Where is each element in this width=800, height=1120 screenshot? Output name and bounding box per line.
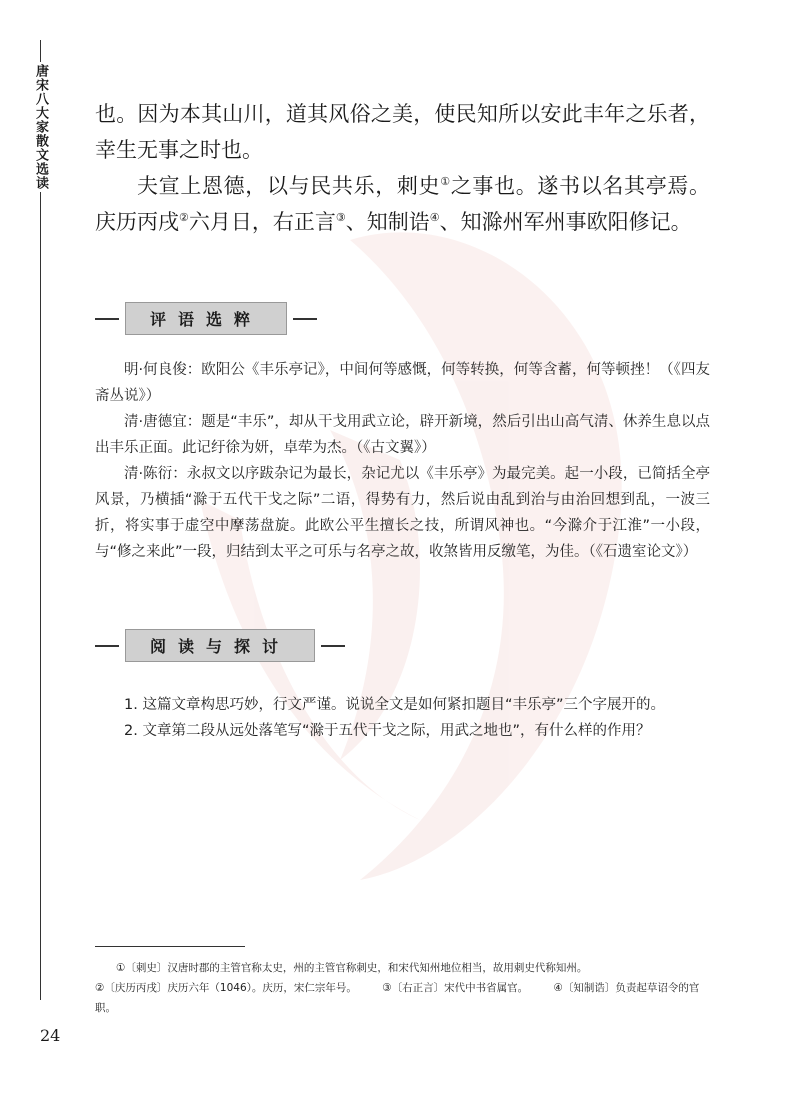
footnote-marker-3[interactable]: ③ [335,211,346,224]
question-item: 1. 这篇文章构思巧妙，行文严谨。说说全文是如何紧扣题目“丰乐亭”三个字展开的。 [124,697,665,713]
questions-list [95,692,710,744]
heading-dash-right [293,318,317,320]
text-run: 之事也。遂书以名其亭焉。庆历丙戌 [95,174,711,234]
book-title-vertical: 唐宋八大家散文选读 [28,62,50,192]
footnote-1: ①〔刺史〕汉唐时郡的主管官称太史，州的主管官称刺史，和宋代知州地位相当，故用刺史代称知州。 [116,962,588,974]
section-title: 阅读与探讨 [125,629,315,662]
section-heading-comments [95,302,710,335]
section-heading-questions [95,629,710,662]
heading-dash-right [321,645,345,647]
body-paragraph-2 [95,168,710,240]
footnote-marker-1[interactable]: ① [440,175,451,188]
comment-item: 清·唐德宜：题是“丰乐”，却从干戈用武立论，辟开新境，然后引出山高气清、休养生息以点出丰乐正面。此记纡徐为妍，卓荦为杰。（《古文翼》） [95,414,710,456]
main-content [95,96,710,744]
section-title: 评语选粹 [125,302,287,335]
text-run: 夫宣上恩德，以与民共乐，刺史 [137,174,441,198]
footnotes [95,958,715,1018]
question-item: 2. 文章第二段从远处落笔写“滁于五代干戈之际，用武之地也”，有什么样的作用？ [124,723,651,739]
footnote-marker-4[interactable]: ④ [429,211,440,224]
comments-list [95,357,710,565]
text-run: 六月日，右正言 [188,210,336,234]
heading-dash-left [95,318,119,320]
footnote-2: ②〔庆历丙戌〕庆历六年（1046）。庆历，宋仁宗年号。 [95,982,357,994]
body-paragraph-1: 也。因为本其山川，道其风俗之美，使民知所以安此丰年之乐者，幸生无事之时也。 [95,102,710,162]
footnote-3: ③〔右正言〕宋代中书省属官。 [382,982,529,994]
comment-item: 明·何良俊：欧阳公《丰乐亭记》，中间何等感慨，何等转换，何等含蓄，何等顿挫！（《四友斋丛说》） [95,362,710,404]
footnote-4: ④〔知制诰〕负责起草诏令的官职。 [95,982,700,1014]
footnote-marker-2[interactable]: ② [179,211,189,224]
heading-dash-left [95,645,119,647]
footnote-rule [95,946,245,947]
text-run: 、知制诰 [345,210,430,234]
page-number: 24 [40,1026,61,1045]
text-run: 、知滁州军州事欧阳修记。 [439,210,692,234]
comment-item: 清·陈衍：永叔文以序跋杂记为最长，杂记尤以《丰乐亭》为最完美。起一小段，已简括全亭风景，乃横插“滁于五代干戈之际”二语，得势有力，然后说由乱到治与由治回想到乱，一波三折，将实事于虚空中摩荡盘旋。此欧公平生擅长之技，所谓风神也。“今滁介于江淮”一小段，与“修之来此”一段，归结到太平之可乐与名亭之故，收煞皆用反缴笔，为佳。（《石遗室论文》） [95,466,710,560]
